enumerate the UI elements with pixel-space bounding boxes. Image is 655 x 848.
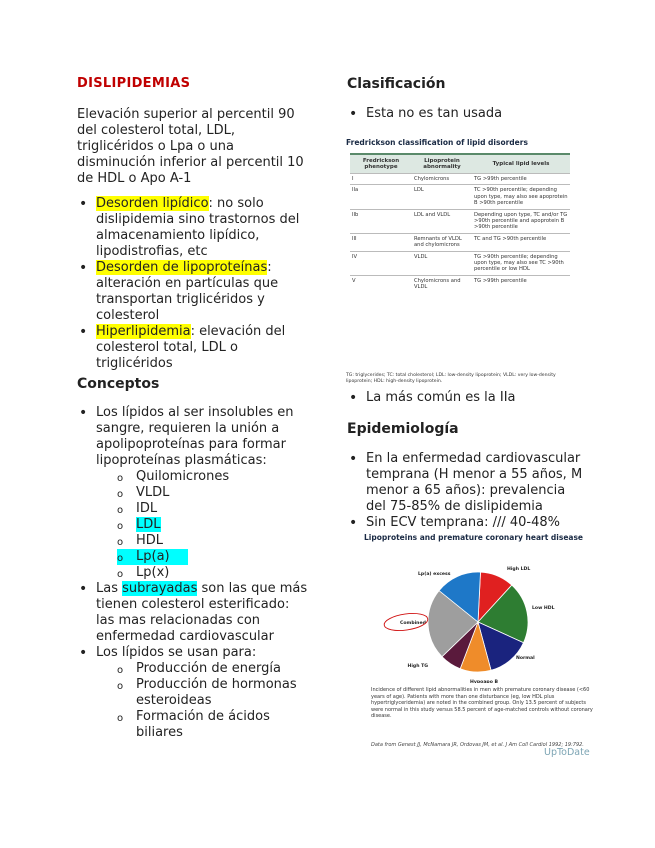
concept-item: • Las subrayadas son las que más tienen colesterol esterificado: las mas relacionadas con enfermedad cardiovascular: [77, 581, 309, 645]
highlighted-term: Desorden de lipoproteínas: [96, 260, 268, 275]
definition-item: • Desorden lipídico: no solo dislipidemia sino trastornos del almacenamiento lipídico, lipodistrofias, etc: [77, 196, 309, 260]
table-header: Fredrickson phenotype: [350, 154, 412, 174]
uses-list: [117, 661, 309, 741]
pie-label: High TG: [407, 664, 428, 669]
table-row: V Chylomicrons and VLDL TG >99th percentile: [350, 275, 570, 292]
pie-label: Normal: [516, 656, 535, 661]
common-list: [347, 390, 587, 406]
intro-paragraph: Elevación superior al percentil 90 del colesterol total, LDL, triglicéridos o Lpa o una disminución inferior al percentil 10 de HDL o Apo A-1: [77, 107, 304, 186]
use-item: o Formación de ácidos biliares: [117, 709, 309, 741]
pie-label: Low HDL: [532, 606, 555, 611]
common-item: • La más común es la IIa: [347, 390, 587, 406]
conceptos-heading: Conceptos: [77, 376, 160, 392]
highlighted-term: Hiperlipidemia: [96, 324, 191, 339]
pie-label: High LDL: [507, 567, 531, 572]
table-row: III Remnants of VLDL and chylomicrons TC and TG >90th percentile: [350, 233, 570, 251]
pie-chart-figure: [364, 533, 600, 765]
pie-source: Data from Genest JJ, McNamara JR, Ordovas JM, et al. J Am Coll Cardiol 1992; 19:792.: [371, 742, 584, 748]
table-header: Typical lipid levels: [472, 154, 570, 174]
epi-item: • Sin ECV temprana: /// 40-48%: [347, 515, 587, 531]
clasif-item: • Esta no es tan usada: [347, 106, 587, 122]
lipoprotein-item: o Lp(x): [117, 565, 309, 581]
pie-title: Lipoproteins and premature coronary heart disease: [364, 533, 584, 542]
table-row: IIb LDL and VLDL Depending upon type, TC and/or TG >90th percentile and apoprotein B >90th percentile: [350, 209, 570, 233]
lipoprotein-item: o Lp(a): [117, 549, 188, 565]
uptodate-logo: UpToDate: [544, 747, 590, 758]
table-row: I Chylomicrons TG >99th percentile: [350, 174, 570, 185]
fredrickson-table-figure: [346, 138, 572, 390]
definitions-list: [77, 196, 309, 372]
epidemiologia-heading: Epidemiología: [347, 421, 459, 437]
highlighted-term: Desorden lipídico: [96, 196, 209, 211]
use-item: o Producción de hormonas esteroideas: [117, 677, 309, 709]
table-footnote: TG: triglycerides; TC: total cholesterol; LDL: low-density lipoprotein; VLDL: very low-density lipoprotein; HDL: high-density lipoprotein.: [346, 373, 556, 384]
use-item: o Producción de energía: [117, 661, 309, 677]
pie-chart: [364, 533, 600, 683]
lipoprotein-item: o Quilomicrones: [117, 469, 309, 485]
concept-item: • Los lípidos al ser insolubles en sangre, requieren la unión a apolipoproteínas para formar lipoproteínas plasmáticas: o Quilomicrones o VLDL o IDL o LDL o HDL o Lp(a) o Lp(x): [77, 405, 309, 581]
pie-caption: Incidence of different lipid abnormalities in men with premature coronary disease (<60 years of age). Patients with more than one disturbance (eg, low HDL plus hypertriglyceridemia) are noted in the combined group. Only 13.5 percent of subjects were normal in this study versus 58.5 percent of age-matched controls without coronary disease.: [371, 687, 593, 720]
lipoprotein-item: o HDL: [117, 533, 309, 549]
lipoprotein-item: o VLDL: [117, 485, 309, 501]
epidemiology-list: [347, 451, 587, 531]
clasif-list: [347, 106, 587, 122]
lipoprotein-item: o IDL: [117, 501, 309, 517]
epi-item: • En la enfermedad cardiovascular temprana (H menor a 55 años, M menor a 65 años): prevalencia del 75-85% de dislipidemia: [347, 451, 587, 515]
definition-item: • Hiperlipidemia: elevación del colesterol total, LDL o triglicéridos: [77, 324, 309, 372]
lipoprotein-list: [117, 469, 309, 581]
concept-item: • Los lípidos se usan para: o Producción de energía o Producción de hormonas esteroideas o Formación de ácidos biliares: [77, 645, 309, 741]
pie-label: Lp(a) excess: [418, 572, 451, 577]
clasificacion-heading: Clasificación: [347, 76, 446, 92]
concepts-list: [77, 405, 309, 741]
definition-item: • Desorden de lipoproteínas: alteración en partículas que transportan triglicéridos y colesterol: [77, 260, 309, 324]
table-title: Fredrickson classification of lipid disorders: [346, 138, 528, 147]
table-header: Lipoprotein abnormality: [412, 154, 472, 174]
table-row: IV VLDL TG >90th percentile; depending upon type, may also see TC >90th percentile or low HDL: [350, 251, 570, 275]
table-row: IIa LDL TC >90th percentile; depending upon type, may also see apoprotein B >90th percentile: [350, 185, 570, 209]
pie-label: Hypoapo B: [470, 680, 498, 683]
document-title: DISLIPIDEMIAS: [77, 76, 191, 91]
fredrickson-table: [350, 153, 570, 293]
lipoprotein-item: o LDL: [117, 517, 309, 533]
pie-label: Combined: [400, 621, 426, 626]
